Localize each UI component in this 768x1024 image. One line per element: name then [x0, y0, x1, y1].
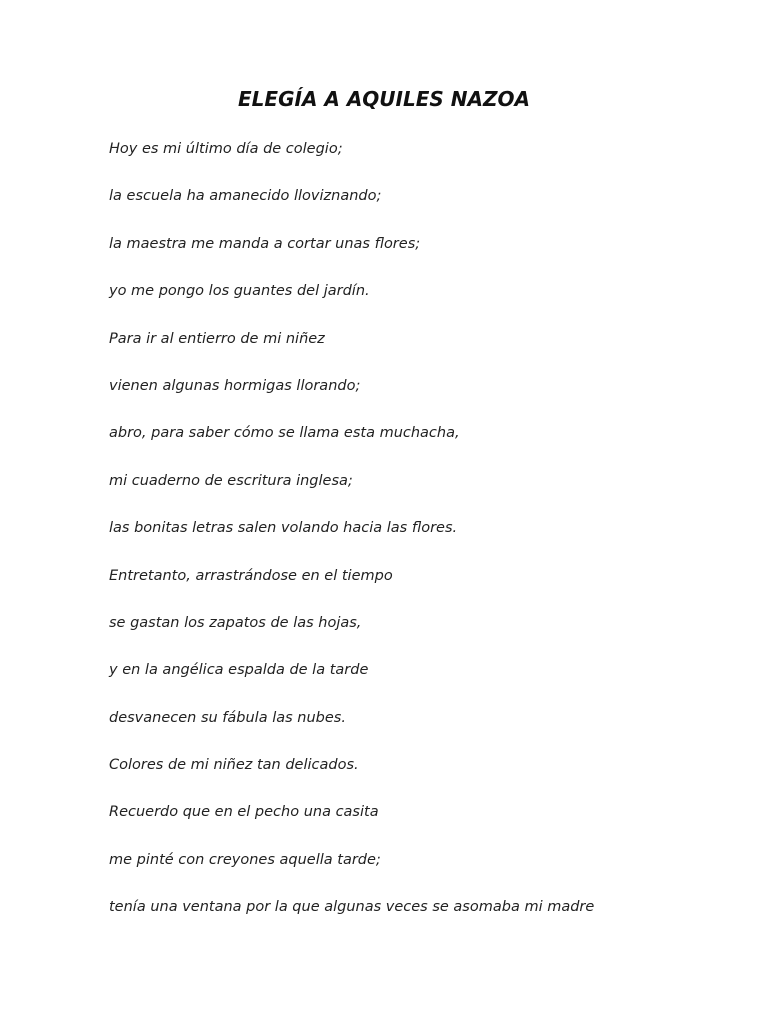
poem-line: y en la angélica espalda de la tarde: [109, 662, 369, 679]
poem-line: Entretanto, arrastrándose en el tiempo: [109, 567, 393, 584]
poem-line: abro, para saber cómo se llama esta muchacha,: [109, 425, 460, 442]
poem-title: ELEGÍA A AQUILES NAZOA: [238, 87, 530, 111]
poem-line: tenía una ventana por la que algunas veces se asomaba mi madre: [109, 899, 595, 916]
poem-line: yo me pongo los guantes del jardín.: [109, 283, 370, 300]
poem-line: me pinté con creyones aquella tarde;: [109, 851, 381, 868]
poem-line: las bonitas letras salen volando hacia las flores.: [109, 520, 458, 537]
poem-line: vienen algunas hormigas llorando;: [109, 377, 361, 394]
poem-body: [109, 139, 729, 945]
poem-line: la maestra me manda a cortar unas flores;: [109, 235, 421, 252]
poem-line: se gastan los zapatos de las hojas,: [109, 614, 362, 631]
poem-line: Colores de mi niñez tan delicados.: [109, 757, 359, 774]
poem-line: Recuerdo que en el pecho una casita: [109, 804, 379, 821]
poem-line: Hoy es mi último día de colegio;: [109, 141, 343, 157]
poem-line: la escuela ha amanecido lloviznando;: [109, 188, 382, 205]
poem-line: mi cuaderno de escritura inglesa;: [109, 472, 353, 489]
poem-line: desvanecen su fábula las nubes.: [109, 709, 346, 726]
poem-line: Para ir al entierro de mi niñez: [109, 330, 325, 347]
